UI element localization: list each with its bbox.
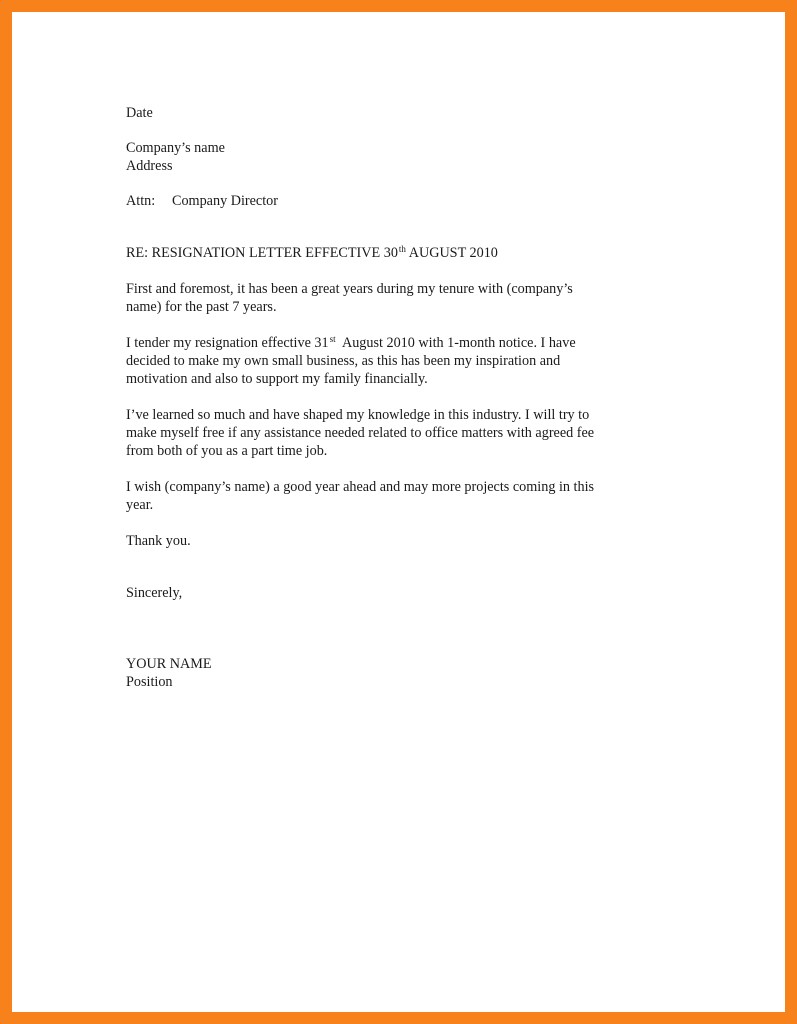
signer-position: Position bbox=[126, 674, 173, 690]
subject-line bbox=[126, 244, 686, 262]
paragraph-line: I wish (company’s name) a good year ahead and may more projects coming in this bbox=[126, 479, 595, 495]
subject-prefix: RE: RESIGNATION LETTER EFFECTIVE 30 bbox=[126, 245, 398, 261]
letter-body bbox=[126, 104, 686, 691]
attention-label: Attn: bbox=[126, 193, 156, 209]
paragraph-wishes bbox=[126, 478, 686, 514]
paragraph-line: motivation and also to support my family financially. bbox=[126, 371, 428, 387]
paragraph-line: I’ve learned so much and have shaped my knowledge in this industry. I will try to bbox=[126, 407, 590, 423]
resignation-superscript: st bbox=[329, 334, 336, 344]
subject-superscript: th bbox=[398, 244, 406, 254]
closing-line: Sincerely, bbox=[126, 585, 183, 601]
paragraph-line bbox=[126, 334, 686, 352]
paragraph-line: name) for the past 7 years. bbox=[126, 299, 277, 315]
company-name-line: Company’s name bbox=[126, 140, 225, 156]
address-line: Address bbox=[126, 158, 173, 174]
paragraph-line: First and foremost, it has been a great years during my tenure with (company’s bbox=[126, 281, 573, 297]
attention-value: Company Director bbox=[172, 193, 278, 209]
resignation-prefix: I tender my resignation effective 31 bbox=[126, 335, 329, 351]
paragraph-resignation bbox=[126, 334, 686, 388]
resignation-suffix: August 2010 with 1-month notice. I have bbox=[335, 335, 576, 351]
date-line: Date bbox=[126, 105, 153, 121]
thanks-line: Thank you. bbox=[126, 533, 191, 549]
paragraph-tenure bbox=[126, 280, 686, 316]
subject-suffix: AUGUST 2010 bbox=[405, 245, 498, 261]
attention-line bbox=[126, 192, 686, 210]
paragraph-line: make myself free if any assistance needed related to office matters with agreed fee bbox=[126, 425, 595, 441]
paragraph-line: from both of you as a part time job. bbox=[126, 443, 328, 459]
paragraph-line: year. bbox=[126, 497, 154, 513]
signer-name: YOUR NAME bbox=[126, 656, 212, 672]
paragraph-line: decided to make my own small business, as this has been my inspiration and bbox=[126, 353, 561, 369]
paragraph-knowledge bbox=[126, 406, 686, 460]
